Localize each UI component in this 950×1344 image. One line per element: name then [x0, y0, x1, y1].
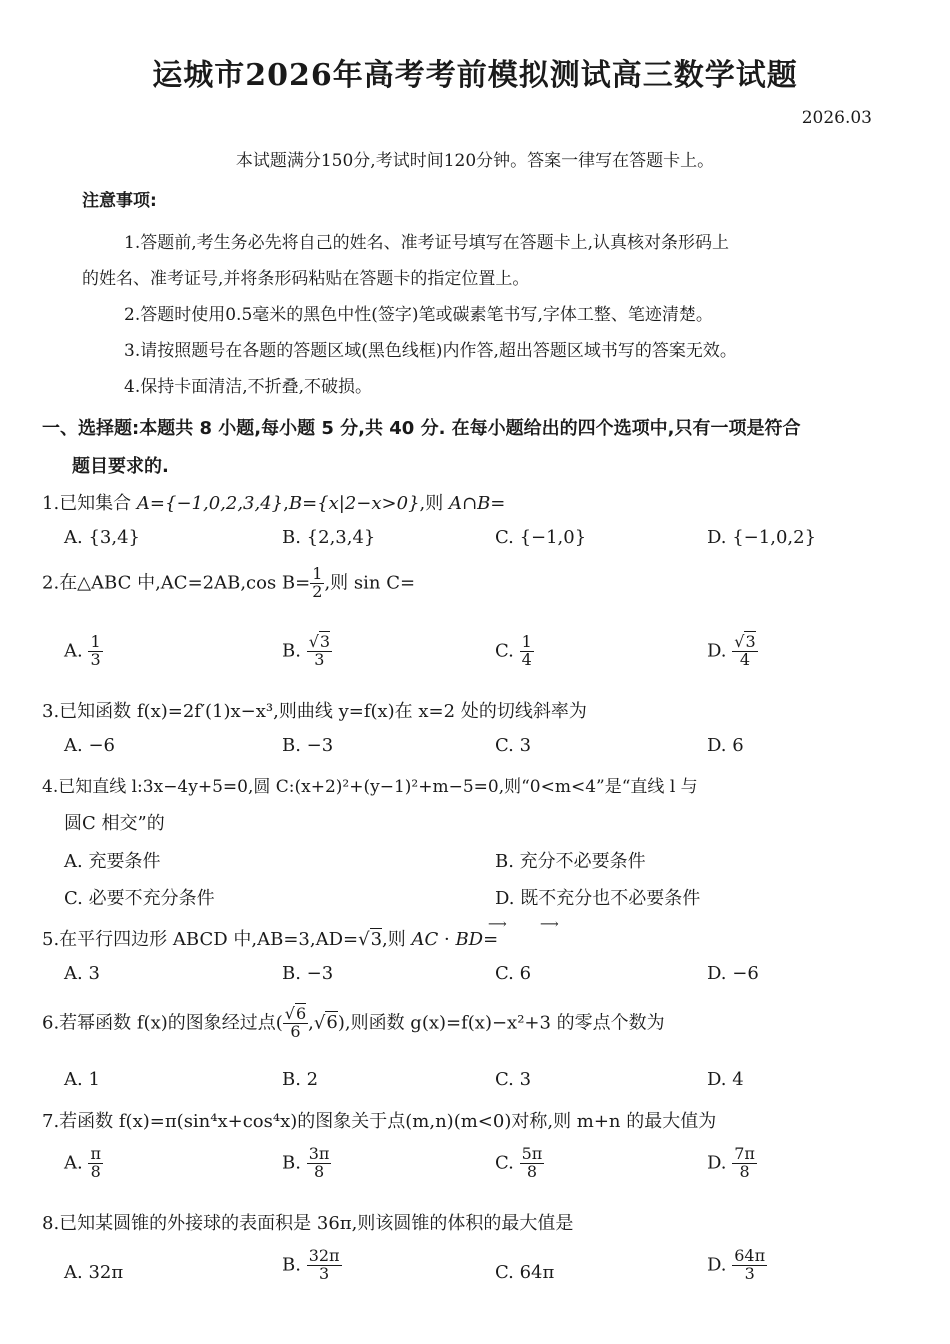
q8-option-d-num: 64π: [734, 1246, 766, 1265]
q5-option-a: A. 3: [64, 963, 100, 984]
question-5: 5.在平行四边形 ABCD 中,AB=3,AD=√3,则 AC · BD=: [42, 929, 499, 950]
q2-option-b-fraction: [307, 634, 332, 669]
question-4-line-1: 4.已知直线 l:3x−4y+5=0,圆 C:(x+2)²+(y−1)²+m−5=0,则“0<m<4”是“直线 l 与: [42, 777, 698, 797]
q6-option-d: D. 4: [707, 1069, 744, 1090]
q2-prefix: 在△ABC 中,AC=2AB,cos B=: [59, 572, 311, 594]
q8-option-b-den: 3: [319, 1263, 330, 1283]
q6-option-b: B. 2: [282, 1069, 319, 1090]
q2-option-b: [282, 634, 332, 669]
q1-option-d: D. {−1,0,2}: [707, 527, 817, 548]
q8-option-d-den: 3: [744, 1263, 755, 1283]
q5-suffix: ,则: [382, 929, 412, 950]
q1-set-a: A={−1,0,2,3,4}: [136, 493, 284, 514]
q1-option-a: A. {3,4}: [64, 527, 140, 548]
q2-option-b-radicand: 3: [319, 632, 331, 651]
q2-option-b-den: 3: [314, 649, 325, 669]
q6-radicand: 6: [326, 1012, 338, 1034]
q7-option-b-den: 8: [313, 1161, 325, 1181]
q5-dot: ·: [438, 929, 456, 950]
q5-radicand: 3: [370, 929, 383, 950]
q2-option-c-fraction: [520, 634, 534, 669]
q6-suffix: ),则函数 g(x)=f(x)−x²+3 的零点个数为: [337, 1012, 665, 1034]
q2-option-d-fraction: [732, 634, 757, 669]
q2-option-a-label: A.: [64, 640, 83, 662]
q8-option-b: [282, 1248, 342, 1283]
q7-option-c-label: C.: [495, 1152, 514, 1174]
q2-option-d-label: D.: [707, 640, 727, 662]
q2-option-a-num: 1: [90, 632, 101, 651]
page-title: 运城市2026年高考考前模拟测试高三数学试题: [152, 58, 798, 93]
q2-option-c-num: 1: [521, 632, 532, 651]
question-3: 3.已知函数 f(x)=2f′(1)x−x³,则曲线 y=f(x)在 x=2 处的切线斜率为: [42, 701, 587, 722]
q6-prefix: 6.若幂函数 f(x)的图象经过点(: [42, 1012, 283, 1034]
q3-option-a: A. −6: [64, 735, 115, 756]
q5-option-c: C. 6: [495, 963, 532, 984]
q2-option-a: [64, 634, 103, 669]
q7-option-b-num: 3π: [308, 1144, 330, 1163]
exam-intro: 本试题满分150分,考试时间120分钟。答案一律写在答题卡上。: [235, 151, 715, 171]
question-7: 7.若函数 f(x)=π(sin⁴x+cos⁴x)的图象关于点(m,n)(m<0)对称,则 m+n 的最大值为: [42, 1111, 717, 1132]
q8-option-c: C. 64π: [495, 1262, 555, 1283]
q6-frac-radicand: 6: [295, 1004, 307, 1023]
q3-option-d: D. 6: [707, 735, 744, 756]
notice-item-3: 3.请按照题号在各题的答题区域(黑色线框)内作答,超出答题区域书写的答案无效。: [124, 341, 737, 361]
q1-number: 1.: [42, 493, 60, 514]
q8-option-b-fraction: [307, 1248, 342, 1283]
q4-option-b: B. 充分不必要条件: [495, 851, 646, 872]
q7-option-a-num: π: [90, 1144, 101, 1163]
q2-option-c-label: C.: [495, 640, 514, 662]
q2-option-b-label: B.: [282, 640, 301, 662]
q6-option-c: C. 3: [495, 1069, 532, 1090]
q2-option-b-num: √3: [308, 632, 331, 651]
q7-option-d: [707, 1146, 757, 1181]
q6-option-a: A. 1: [64, 1069, 100, 1090]
q3-option-c: C. 3: [495, 735, 532, 756]
q2-option-d-num: √3: [734, 632, 756, 651]
question-2: [42, 566, 415, 601]
q2-option-a-fraction: [88, 634, 102, 669]
q3-option-b: B. −3: [282, 735, 334, 756]
q7-option-d-num: 7π: [734, 1144, 755, 1163]
q7-option-d-label: D.: [707, 1152, 727, 1174]
notice-item-2: 2.答题时使用0.5毫米的黑色中性(签字)笔或碳素笔书写,字体工整、笔迹清楚。: [124, 305, 713, 325]
notice-title: 注意事项:: [82, 191, 157, 211]
q1-separator: ,: [283, 493, 289, 514]
q2-option-a-den: 3: [90, 649, 101, 669]
question-8: 8.已知某圆锥的外接球的表面积是 36π,则该圆锥的体积的最大值是: [42, 1213, 574, 1234]
q8-option-b-num: 32π: [308, 1246, 340, 1265]
q7-option-a-fraction: [88, 1146, 103, 1181]
q2-option-d-den: 4: [739, 649, 751, 669]
q7-option-c: [495, 1146, 544, 1181]
q2-option-d-radicand: 3: [745, 632, 756, 651]
notice-item-1-line-1: 1.答题前,考生务必先将自己的姓名、准考证号填写在答题卡上,认真核对条形码上: [124, 233, 730, 253]
q8-option-d-fraction: [732, 1248, 767, 1283]
q5-vector-ac: AC: [411, 929, 439, 950]
section-heading-line-2: 题目要求的.: [72, 456, 169, 477]
q2-fraction: [310, 566, 324, 601]
q4-option-a: A. 充要条件: [64, 851, 161, 872]
notice-item-4: 4.保持卡面清洁,不折叠,不破损。: [124, 377, 373, 397]
notice-item-1-line-2: 的姓名、准考证号,并将条形码粘贴在答题卡的指定位置上。: [82, 269, 530, 289]
q6-frac-den: 6: [290, 1021, 301, 1041]
q5-prefix: 5.在平行四边形 ABCD 中,AB=3,AD=: [42, 929, 359, 950]
question-6: 6.若幂函数 f(x)的图象经过点( $\frac{√6}{6}$ ,√6),则函数 g(x)=f(x)−x²+3 的零点个数为: [42, 1004, 665, 1041]
q4-option-d: D. 既不充分也不必要条件: [495, 888, 701, 909]
q2-option-c: [495, 634, 534, 669]
q2-suffix: ,则 sin C=: [324, 572, 416, 594]
q1-option-b: B. {2,3,4}: [282, 527, 376, 548]
q5-vector-ac-arrow-icon: ⟶: [488, 917, 507, 932]
q5-equals: =: [483, 929, 499, 950]
q2-frac-den: 2: [312, 581, 323, 601]
section-heading-line-1: 一、选择题:本题共 8 小题,每小题 5 分,共 40 分. 在每小题给出的四个选项中,只有一项是符合: [42, 418, 801, 439]
q5-option-d: D. −6: [707, 963, 759, 984]
q6-frac-num: √6: [284, 1004, 307, 1023]
q7-option-b-fraction: [307, 1146, 332, 1181]
q7-option-d-den: 8: [739, 1161, 750, 1181]
q6-fraction: [283, 1006, 308, 1041]
q5-option-b: B. −3: [282, 963, 334, 984]
q1-option-c: C. {−1,0}: [495, 527, 587, 548]
q1-ask: A∩B=: [448, 493, 506, 514]
q6-mid: ,: [308, 1012, 314, 1034]
q7-option-b-label: B.: [282, 1152, 301, 1174]
q8-option-a: A. 32π: [64, 1262, 124, 1283]
q8-option-d-label: D.: [707, 1254, 727, 1276]
q5-vector-bd-arrow-icon: ⟶: [540, 917, 559, 932]
q4-option-c: C. 必要不充分条件: [64, 888, 215, 909]
q8-option-d: [707, 1248, 767, 1283]
exam-date: 2026.03: [801, 108, 872, 128]
q7-option-a-label: A.: [64, 1152, 83, 1174]
q7-option-c-num: 5π: [521, 1144, 543, 1163]
q2-frac-num: 1: [312, 564, 323, 583]
q5-vector-bd: BD: [455, 929, 484, 950]
q1-set-b: B={x|2−x>0}: [288, 493, 420, 514]
q1-suffix: ,则: [419, 493, 449, 514]
q7-option-d-fraction: [732, 1146, 757, 1181]
q7-option-c-fraction: [520, 1146, 545, 1181]
q2-option-c-den: 4: [521, 649, 532, 669]
q7-option-a-den: 8: [90, 1161, 101, 1181]
q2-number: 2.: [42, 572, 60, 594]
q7-option-c-den: 8: [526, 1161, 538, 1181]
q1-prefix: 已知集合: [59, 493, 137, 514]
question-4-line-2: 圆C 相交”的: [64, 813, 165, 834]
q8-option-b-label: B.: [282, 1254, 301, 1276]
q7-option-b: [282, 1146, 331, 1181]
question-1: [42, 489, 505, 515]
q7-option-a: [64, 1146, 103, 1181]
q2-option-d: [707, 634, 758, 669]
